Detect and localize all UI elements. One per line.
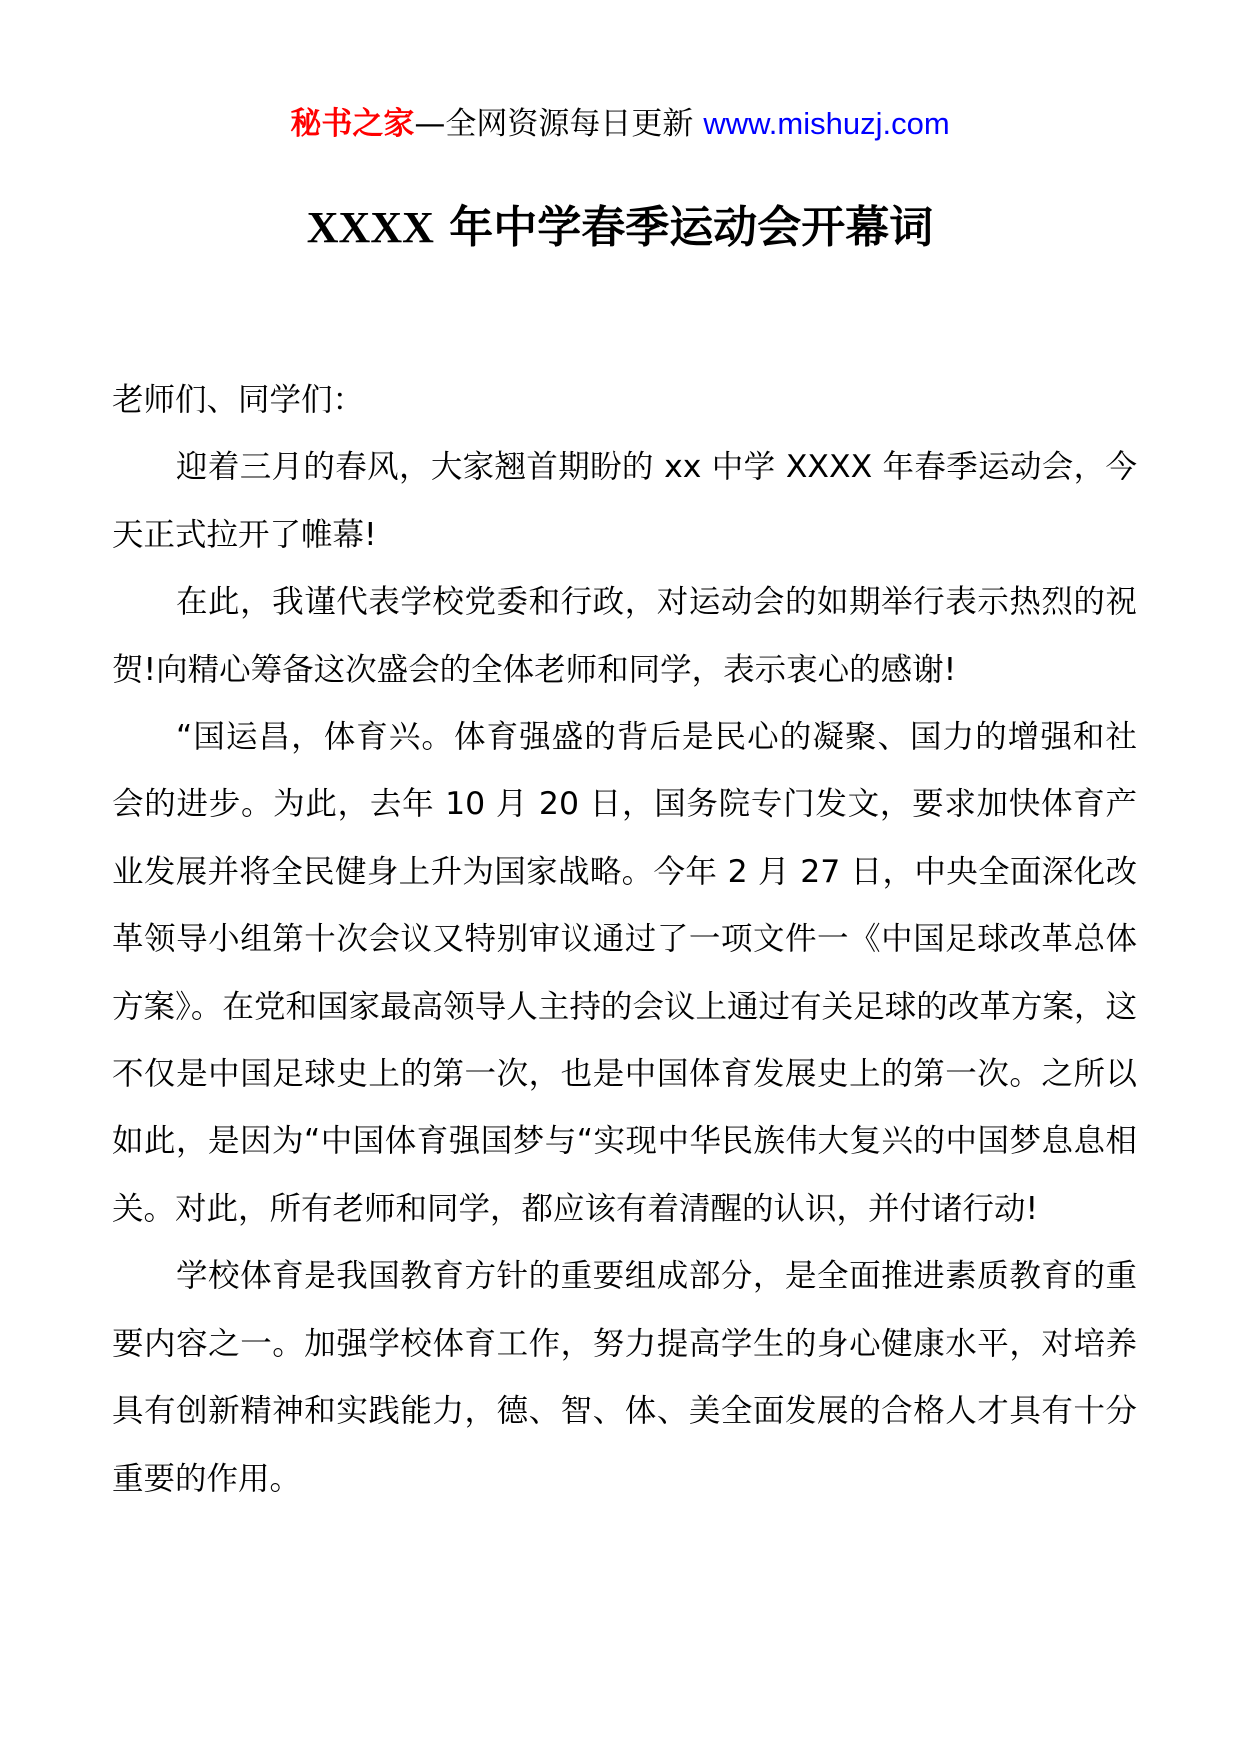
salutation: 老师们、同学们： bbox=[112, 382, 365, 418]
site-url-link[interactable]: www.mishuzj.com bbox=[703, 106, 950, 141]
document-title-text: 年中学春季运动会开幕词 bbox=[449, 202, 934, 253]
site-slogan: —全网资源每日更新 bbox=[414, 106, 694, 142]
paragraph-2: 在此，我谨代表学校党委和行政，对运动会的如期举行表示热烈的祝贺!向精心筹备这次盛会的全体老师和同学，表示衷心的感谢! bbox=[112, 584, 1137, 688]
document-body bbox=[112, 367, 1137, 1513]
paragraph-4: 学校体育是我国教育方针的重要组成部分，是全面推进素质教育的重要内容之一。加强学校体育工作，努力提高学生的身心健康水平，对培养具有创新精神和实践能力，德、智、体、美全面发展的合格人才具有十分重要的作用。 bbox=[112, 1258, 1137, 1497]
site-brand: 秘书之家 bbox=[290, 106, 415, 142]
document-title-year: XXXX bbox=[306, 203, 434, 252]
document-title bbox=[0, 200, 1240, 256]
paragraph-3: “国运昌，体育兴。体育强盛的背后是民心的凝聚、国力的增强和社会的进步。为此，去年 10 月 20 日，国务院专门发文，要求加快体育产业发展并将全民健身上升为国家战略。今年 2 月 27 日，中央全面深化改革领导小组第十次会议又特别审议通过了一项文件一《中国足球改革总体方案》。在党和国家最高领导人主持的会议上通过有关足球的改革方案，这不仅是中国足球史上的第一次，也是中国体育发展史上的第一次。之所以如此，是因为“中国体育强国梦与“实现中华民族伟大复兴的中国梦息息相关。对此，所有老师和同学，都应该有着清醒的认识，并付诸行动! bbox=[112, 719, 1137, 1227]
paragraph-1: 迎着三月的春风，大家翘首期盼的 xx 中学 XXXX 年春季运动会，今天正式拉开了帷幕! bbox=[112, 449, 1137, 553]
site-header bbox=[0, 104, 1240, 144]
